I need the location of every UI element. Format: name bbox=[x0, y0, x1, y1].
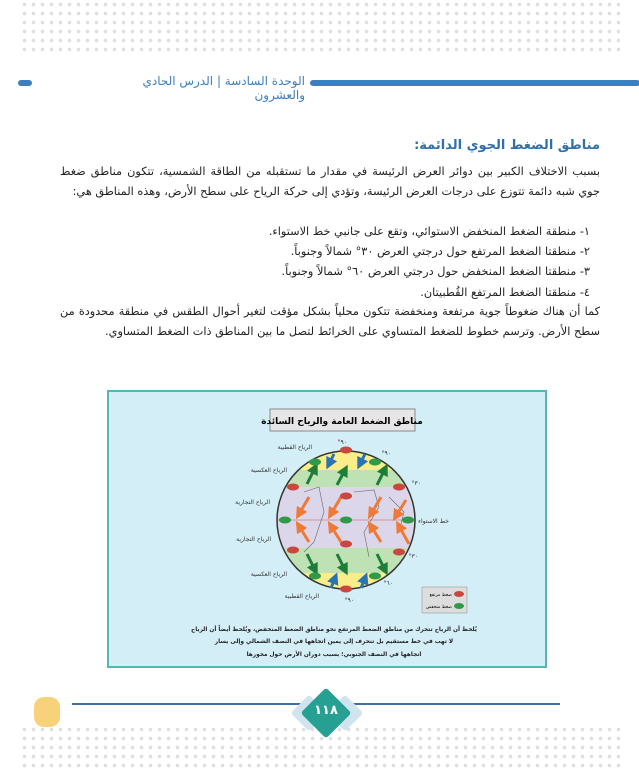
figure-title: مناطق الضغط العامة والرياح السائدة bbox=[261, 417, 423, 427]
list-item: ٤- منطقتا الضغط المرتفع القُطبيتان. bbox=[420, 285, 590, 299]
outro-paragraph: كما أن هناك ضغوطاً جوية مرتفعة ومنخفضة تتكون محلياً بشكل مؤقت لتغير أحوال الطقس في منطقة محدودة من سطح الأرض. وترسم خطوط للضغط المتساوي على الخرائط لتصل ما بين المناطق ذات الضغط المتساوي. bbox=[60, 305, 600, 339]
label-westerlies-south: الرياح العكسية bbox=[250, 571, 287, 578]
list-item: ٢- منطقتا الضغط المرتفع حول درجتي العرض ٣٠° شمالاً وجنوباً. bbox=[290, 245, 590, 259]
list-item: ١- منطقة الضغط المنخفض الاستوائي، وتقع على جانبي خط الاستواء. bbox=[268, 225, 590, 238]
degree-label: ٩٠° bbox=[337, 439, 347, 446]
degree-label: ٩٠° bbox=[344, 597, 354, 604]
label-polar-south: الرياح القطبية bbox=[284, 593, 319, 600]
header-bar bbox=[310, 80, 639, 86]
caption-line: اتجاهها في النصف الجنوبي؛ بسبب دوران الأرض حول محورها bbox=[246, 652, 422, 658]
section-heading: مناطق الضغط الجوي الدائمة: bbox=[414, 138, 600, 153]
caption-line: يُلحظ أن الرياح تتحرك من مناطق الضغط المرتفع نحو مناطق الضغط المنخفض، ويُلحظ أيضاً أن الرياح bbox=[191, 627, 477, 633]
caption-line: لا تهب في خط مستقيم بل تنحرف إلى يمين اتجاهها في النصف الشمالي وإلى يسار bbox=[214, 639, 454, 645]
figure-box bbox=[107, 390, 547, 668]
label-westerlies-north: الرياح العكسية bbox=[250, 467, 287, 474]
publisher-logo bbox=[34, 697, 60, 727]
lesson-header: الوحدة السادسة | الدرس الحادي والعشرون bbox=[142, 74, 305, 102]
label-polar-north: الرياح القطبية bbox=[277, 444, 312, 451]
label-equator: خط الاستواء bbox=[418, 518, 449, 525]
pressure-zones-list bbox=[60, 222, 600, 303]
label-trade-south: الرياح التجارية bbox=[236, 536, 271, 543]
list-item: ٣- منطقتا الضغط المنخفض حول درجتي العرض ٦٠° شمالاً وجنوباً. bbox=[281, 265, 590, 279]
pressure-winds-diagram bbox=[109, 392, 549, 670]
legend bbox=[422, 587, 467, 613]
dot-pattern-top bbox=[20, 0, 620, 52]
footer-line bbox=[350, 703, 560, 705]
legend-low: ضغط منخفض bbox=[425, 605, 452, 610]
degree-label: ٩٠° bbox=[381, 450, 391, 457]
degree-label: ٣٠° bbox=[411, 480, 421, 487]
header-bar-left bbox=[18, 80, 32, 86]
label-trade-north: الرياح التجارية bbox=[235, 499, 270, 506]
degree-label: ٦٠° bbox=[383, 580, 393, 587]
legend-high: ضغط مرتفع bbox=[429, 593, 452, 598]
page-number: ١١٨ bbox=[314, 703, 338, 718]
intro-paragraph: بسبب الاختلاف الكبير بين دوائر العرض الرئيسة في مقدار ما تستقبله من الطاقة الشمسية، تتكون مناطق ضغط جوي شبه دائمة تتوزع على درجات العرض الرئيسة، وتؤدي إلى حركة الرياح على سطح الأرض، وهذه المناطق هي: bbox=[60, 165, 600, 199]
degree-label: ٣٠° bbox=[408, 553, 418, 560]
